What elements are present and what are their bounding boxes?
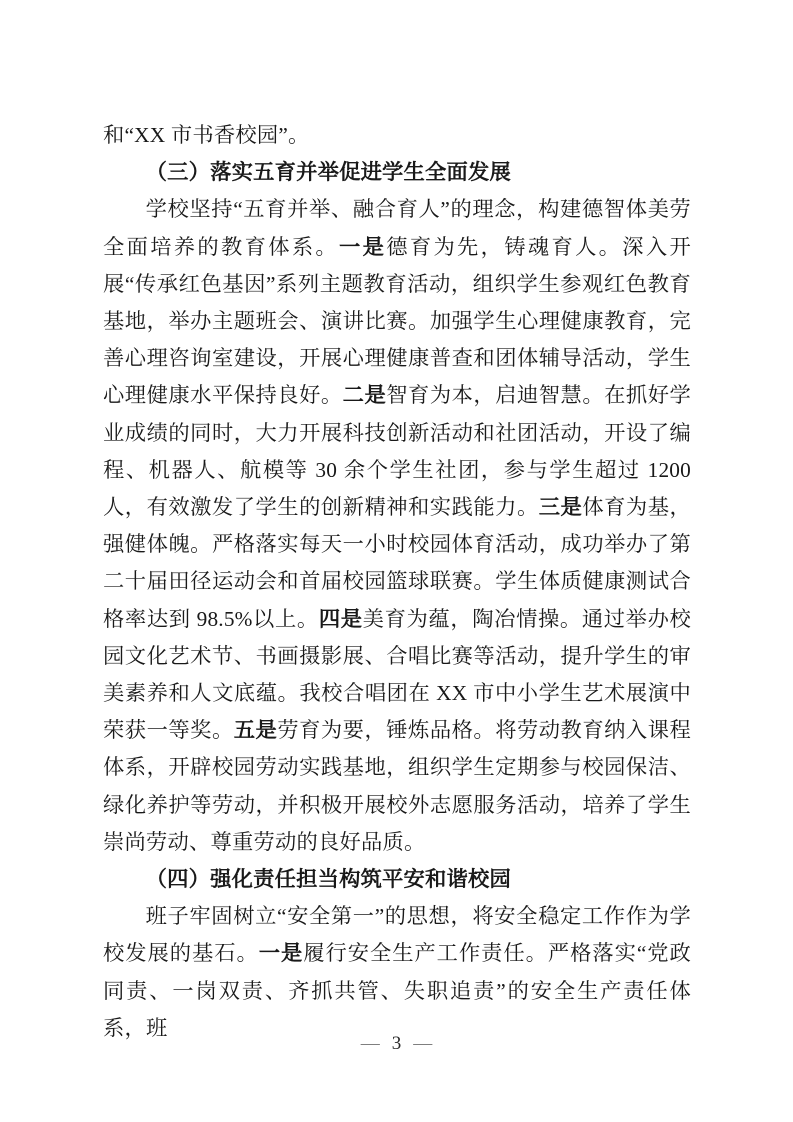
document-body	[103, 117, 691, 1047]
page-footer	[0, 1032, 793, 1056]
text-segment: 三是	[538, 495, 583, 520]
page-number: 3	[391, 1033, 402, 1054]
section-heading-four	[103, 861, 691, 898]
text-segment: 一是	[339, 234, 387, 259]
paragraph-safety	[103, 898, 691, 1047]
text-segment: 四是	[318, 606, 363, 631]
text-segment: 学校坚持“五育并举、融合育人”的理念，构建德智体美劳全面培养的教育体系。	[103, 197, 691, 259]
text-segment: 智育为本，启迪智慧。在抓好学业成绩的同时，大力开展科技创新活动和社团活动，开设了编程、机器人、航模等 30 余个学生社团，参与学生超过 1200 人，有效激发了学生的创新精神和实践能力。	[103, 383, 691, 520]
text-segment: 二是	[342, 383, 387, 408]
section-heading-three	[103, 154, 691, 191]
text-segment: 一是	[258, 941, 304, 966]
text-segment: 五是	[233, 718, 278, 743]
paragraph-five-educations	[103, 191, 691, 861]
text-segment: 和“XX 市书香校园”。	[103, 123, 310, 147]
paragraph-continuation	[103, 117, 691, 154]
text-segment: 德育为先，铸魂育人。深入开展“传承红色基因”系列主题教育活动，组织学生参观红色教育基地，举办主题班会、演讲比赛。加强学生心理健康教育，完善心理咨询室建设，开展心理健康普查和团体辅导活动，学生心理健康水平保持良好。	[103, 234, 691, 408]
text-segment: 履行安全生产工作责任。严格落实“党政同责、一岗双责、齐抓共管、失职追责”的安全生产责任体系，班	[103, 941, 692, 1040]
text-segment: （四）强化责任担当构筑平安和谐校园	[145, 867, 512, 892]
text-segment: 班子牢固树立“安全第一”的思想，将安全稳定工作作为学校发展的基石。	[103, 904, 691, 966]
footer-dash-right: —	[413, 1033, 433, 1054]
text-segment: 体育为基，强健体魄。严格落实每天一小时校园体育活动，成功举办了第二十届田径运动会和首届校园篮球联赛。学生体质健康测试合格率达到 98.5%以上。	[103, 495, 691, 631]
text-segment: 美育为蕴，陶冶情操。通过举办校园文化艺术节、书画摄影展、合唱比赛等活动，提升学生的审美素养和人文底蕴。我校合唱团在 XX 市中小学生艺术展演中荣获一等奖。	[103, 606, 691, 743]
text-segment: 劳育为要，锤炼品格。将劳动教育纳入课程体系，开辟校园劳动实践基地，组织学生定期参与校园保洁、绿化养护等劳动，并积极开展校外志愿服务活动，培养了学生崇尚劳动、尊重劳动的良好品质。	[103, 718, 691, 854]
footer-dash-left: —	[360, 1033, 380, 1054]
text-segment: （三）落实五育并举促进学生全面发展	[145, 160, 512, 185]
